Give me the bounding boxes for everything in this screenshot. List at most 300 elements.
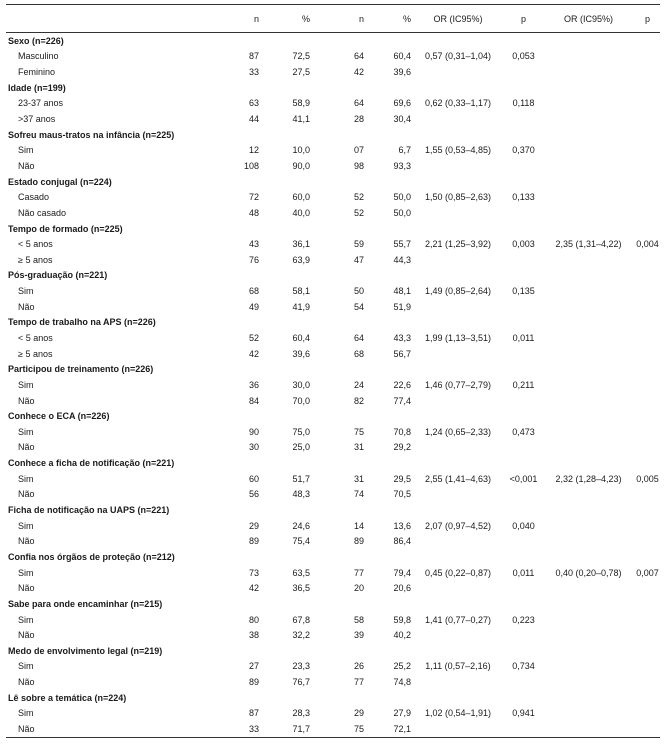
- header-n-group1: n: [253, 13, 259, 24]
- cell-or-crude: [411, 252, 505, 268]
- cell-p-crude: [505, 487, 542, 503]
- cell-n-group1: 52: [248, 332, 259, 343]
- cell-n-group1: 63: [248, 98, 259, 109]
- group-label: Lê sobre a temática (n=224): [8, 692, 127, 703]
- table-row: [6, 518, 660, 534]
- row-label: Não: [18, 724, 35, 734]
- cell-p-adjusted: [635, 706, 660, 722]
- cell-n-group1: 89: [248, 677, 259, 688]
- group-row: [6, 455, 660, 471]
- group-label: Tempo de trabalho na APS (n=226): [8, 317, 156, 328]
- header-pct-group2: %: [402, 13, 411, 24]
- cell-n-group2: 24: [353, 379, 364, 390]
- results-table-container: [6, 4, 660, 738]
- cell-p-crude: <0,001: [509, 473, 538, 484]
- row-label: Sim: [18, 708, 34, 719]
- cell-or-crude: [411, 674, 505, 690]
- table-header: [6, 5, 660, 33]
- cell-pct-group2: 29,2: [393, 442, 411, 453]
- cell-pct-group1: 41,9: [292, 301, 310, 312]
- group-label: Sexo (n=226): [8, 35, 64, 46]
- cell-pct-group1: 76,7: [292, 677, 310, 688]
- cell-pct-group2: 56,7: [393, 348, 411, 359]
- cell-or-crude: [411, 346, 505, 362]
- group-row: [6, 33, 660, 49]
- cell-or-adjusted: [542, 330, 635, 346]
- cell-p-adjusted: [635, 158, 660, 174]
- cell-p-crude: 0,040: [512, 520, 535, 531]
- cell-p-crude: 0,011: [512, 332, 535, 343]
- cell-p-adjusted: [635, 393, 660, 409]
- cell-n-group1: 12: [248, 145, 259, 156]
- table-row: [6, 393, 660, 409]
- table-row: [6, 236, 660, 252]
- cell-p-adjusted: [635, 346, 660, 362]
- group-label: Estado conjugal (n=224): [8, 176, 112, 187]
- cell-or-crude: 1,41 (0,77–0,27): [424, 614, 492, 625]
- group-row: [6, 408, 660, 424]
- cell-pct-group2: 93,3: [393, 160, 411, 171]
- cell-p-adjusted: [635, 487, 660, 503]
- table-row: [6, 627, 660, 643]
- cell-pct-group2: 13,6: [393, 520, 411, 531]
- cell-pct-group2: 77,4: [393, 395, 411, 406]
- table-row: [6, 565, 660, 581]
- cell-or-crude: 1,49 (0,85–2,64): [424, 286, 492, 297]
- cell-or-adjusted: [542, 346, 635, 362]
- cell-pct-group2: 48,1: [393, 286, 411, 297]
- cell-n-group1: 42: [248, 348, 259, 359]
- cell-pct-group2: 69,6: [393, 98, 411, 109]
- cell-or-crude: [411, 534, 505, 550]
- table-row: [6, 659, 660, 675]
- table-row: [6, 580, 660, 596]
- cell-n-group2: 64: [353, 98, 364, 109]
- group-row: [6, 502, 660, 518]
- cell-or-adjusted: [542, 518, 635, 534]
- cell-n-group2: 26: [353, 661, 364, 672]
- cell-pct-group2: 29,5: [393, 473, 411, 484]
- cell-or-adjusted: [542, 96, 635, 112]
- cell-p-crude: 0,053: [512, 51, 535, 62]
- cell-pct-group1: 24,6: [292, 520, 310, 531]
- row-label: Não casado: [18, 207, 67, 218]
- cell-pct-group2: 39,6: [393, 67, 411, 78]
- cell-n-group1: 87: [248, 708, 259, 719]
- cell-pct-group2: 70,8: [393, 426, 411, 437]
- cell-or-adjusted: [542, 440, 635, 456]
- cell-n-group2: 14: [353, 520, 364, 531]
- row-label: < 5 anos: [18, 332, 53, 343]
- cell-or-adjusted: [542, 205, 635, 221]
- cell-pct-group2: 55,7: [393, 239, 411, 250]
- cell-pct-group1: 71,7: [292, 724, 310, 734]
- group-row: [6, 127, 660, 143]
- cell-p-adjusted: [635, 330, 660, 346]
- table-row: [6, 612, 660, 628]
- table-row: [6, 330, 660, 346]
- cell-or-adjusted: [542, 627, 635, 643]
- cell-n-group2: 58: [353, 614, 364, 625]
- cell-pct-group2: 43,3: [393, 332, 411, 343]
- cell-p-adjusted: [635, 299, 660, 315]
- row-label: Sim: [18, 473, 34, 484]
- cell-p-adjusted: [635, 189, 660, 205]
- cell-or-crude: [411, 205, 505, 221]
- cell-p-adjusted: [635, 283, 660, 299]
- cell-or-crude: 1,99 (1,13–3,51): [424, 332, 492, 343]
- row-label: Não: [18, 301, 35, 312]
- cell-pct-group1: 58,9: [292, 98, 310, 109]
- header-p-crude: p: [520, 13, 526, 24]
- table-row: [6, 283, 660, 299]
- cell-p-adjusted: [635, 518, 660, 534]
- table-row: [6, 377, 660, 393]
- cell-n-group2: 59: [353, 239, 364, 250]
- cell-p-crude: 0,734: [512, 661, 535, 672]
- cell-or-adjusted: [542, 534, 635, 550]
- group-row: [6, 361, 660, 377]
- cell-pct-group1: 58,1: [292, 286, 310, 297]
- cell-pct-group1: 72,5: [292, 51, 310, 62]
- cell-pct-group1: 51,7: [292, 473, 310, 484]
- cell-n-group2: 47: [353, 254, 364, 265]
- cell-p-crude: 0,133: [512, 192, 535, 203]
- cell-pct-group1: 39,6: [292, 348, 310, 359]
- cell-p-adjusted: [635, 424, 660, 440]
- cell-p-crude: [505, 299, 542, 315]
- cell-n-group2: 89: [353, 536, 364, 547]
- cell-or-adjusted: [542, 487, 635, 503]
- cell-pct-group1: 27,5: [292, 67, 310, 78]
- cell-pct-group2: 6,7: [398, 145, 411, 156]
- group-row: [6, 221, 660, 237]
- cell-or-crude: 0,45 (0,22–0,87): [424, 567, 492, 578]
- cell-or-adjusted: [542, 142, 635, 158]
- group-row: [6, 268, 660, 284]
- cell-or-adjusted: [542, 299, 635, 315]
- row-label: ≥ 5 anos: [18, 348, 53, 359]
- cell-n-group1: 27: [248, 661, 259, 672]
- cell-p-crude: [505, 346, 542, 362]
- group-label: Confia nos órgãos de proteção (n=212): [8, 551, 175, 562]
- cell-n-group2: 64: [353, 332, 364, 343]
- cell-n-group2: 31: [353, 442, 364, 453]
- cell-n-group2: 42: [353, 67, 364, 78]
- cell-n-group1: 33: [248, 67, 259, 78]
- cell-p-adjusted: [635, 659, 660, 675]
- cell-n-group2: 28: [353, 114, 364, 125]
- cell-n-group1: 44: [248, 114, 259, 125]
- cell-or-adjusted: [542, 158, 635, 174]
- cell-p-crude: [505, 252, 542, 268]
- header-or-crude: OR (IC95%): [433, 13, 483, 24]
- cell-n-group2: 77: [353, 567, 364, 578]
- cell-pct-group2: 44,3: [393, 254, 411, 265]
- table-row: [6, 299, 660, 315]
- cell-n-group2: 64: [353, 51, 364, 62]
- cell-or-adjusted: [542, 612, 635, 628]
- row-label: Não: [18, 630, 35, 641]
- table-row: [6, 252, 660, 268]
- row-label: ≥ 5 anos: [18, 254, 53, 265]
- cell-pct-group2: 22,6: [393, 379, 411, 390]
- row-label: Sim: [18, 286, 34, 297]
- table-row: [6, 487, 660, 503]
- cell-or-crude: 1,46 (0,77–2,79): [424, 379, 492, 390]
- row-label: Não: [18, 583, 35, 594]
- cell-pct-group2: 30,4: [393, 114, 411, 125]
- cell-n-group2: 52: [353, 207, 364, 218]
- row-label: < 5 anos: [18, 239, 53, 250]
- cell-pct-group2: 86,4: [393, 536, 411, 547]
- cell-n-group2: 07: [353, 145, 364, 156]
- cell-p-crude: 0,003: [512, 239, 535, 250]
- table-row: [6, 721, 660, 737]
- cell-pct-group2: 79,4: [393, 567, 411, 578]
- group-row: [6, 174, 660, 190]
- row-label: Casado: [18, 192, 50, 203]
- cell-or-crude: [411, 299, 505, 315]
- cell-or-adjusted: [542, 393, 635, 409]
- cell-n-group2: 31: [353, 473, 364, 484]
- table-row: [6, 142, 660, 158]
- cell-pct-group1: 23,3: [292, 661, 310, 672]
- cell-p-adjusted: [635, 252, 660, 268]
- cell-n-group1: 42: [248, 583, 259, 594]
- cell-or-crude: 1,55 (0,53–4,85): [424, 145, 492, 156]
- cell-n-group1: 36: [248, 379, 259, 390]
- row-label: Sim: [18, 567, 34, 578]
- cell-pct-group1: 60,0: [292, 192, 310, 203]
- cell-p-crude: [505, 205, 542, 221]
- cell-n-group1: 68: [248, 286, 259, 297]
- group-label: Participou de treinamento (n=226): [8, 364, 154, 375]
- row-label: Não: [18, 536, 35, 547]
- cell-or-crude: [411, 721, 505, 737]
- table-row: [6, 96, 660, 112]
- cell-n-group1: 43: [248, 239, 259, 250]
- cell-n-group1: 33: [248, 724, 259, 734]
- cell-p-adjusted: [635, 674, 660, 690]
- table-row: [6, 471, 660, 487]
- table-row: [6, 189, 660, 205]
- cell-p-crude: [505, 111, 542, 127]
- group-label: Tempo de formado (n=225): [8, 223, 123, 234]
- cell-pct-group1: 32,2: [292, 630, 310, 641]
- cell-or-adjusted: [542, 659, 635, 675]
- row-label: Não: [18, 160, 35, 171]
- cell-p-crude: 0,473: [512, 426, 535, 437]
- cell-p-crude: [505, 674, 542, 690]
- cell-or-crude: 1,11 (0,57–2,16): [425, 661, 491, 672]
- cell-pct-group1: 25,0: [292, 442, 310, 453]
- table-row: [6, 346, 660, 362]
- group-label: Conhece o ECA (n=226): [8, 411, 110, 422]
- cell-n-group1: 38: [248, 630, 259, 641]
- cell-or-adjusted: [542, 111, 635, 127]
- group-row: [6, 549, 660, 565]
- cell-p-crude: [505, 721, 542, 737]
- cell-or-adjusted: [542, 377, 635, 393]
- group-label: Medo de envolvimento legal (n=219): [8, 645, 163, 656]
- row-label: Sim: [18, 520, 34, 531]
- group-label: Sabe para onde encaminhar (n=215): [8, 598, 163, 609]
- cell-pct-group1: 70,0: [292, 395, 310, 406]
- cell-p-adjusted: [635, 96, 660, 112]
- row-label: 23-37 anos: [18, 98, 64, 109]
- group-row: [6, 643, 660, 659]
- cell-pct-group2: 20,6: [393, 583, 411, 594]
- cell-or-crude: 2,07 (0,97–4,52): [424, 520, 492, 531]
- group-label: Pós-graduação (n=221): [8, 270, 108, 281]
- cell-n-group1: 49: [248, 301, 259, 312]
- cell-p-adjusted: 0,005: [636, 473, 659, 484]
- cell-pct-group1: 30,0: [292, 379, 310, 390]
- cell-n-group1: 76: [248, 254, 259, 265]
- cell-n-group2: 68: [353, 348, 364, 359]
- cell-p-adjusted: [635, 627, 660, 643]
- cell-or-adjusted: [542, 252, 635, 268]
- cell-n-group1: 87: [248, 51, 259, 62]
- cell-or-adjusted: [542, 283, 635, 299]
- cell-n-group2: 50: [353, 286, 364, 297]
- cell-or-crude: 0,57 (0,31–1,04): [424, 51, 492, 62]
- cell-n-group1: 90: [248, 426, 259, 437]
- cell-p-crude: [505, 64, 542, 80]
- row-label: Masculino: [18, 51, 59, 62]
- group-row: [6, 690, 660, 706]
- cell-p-crude: [505, 393, 542, 409]
- cell-pct-group2: 74,8: [393, 677, 411, 688]
- cell-pct-group1: 10,0: [292, 145, 310, 156]
- cell-or-crude: 1,02 (0,54–1,91): [424, 708, 492, 719]
- table-row: [6, 158, 660, 174]
- cell-or-adjusted: [542, 424, 635, 440]
- cell-n-group1: 30: [248, 442, 259, 453]
- cell-or-adjusted: 2,35 (1,31–4,22): [555, 239, 622, 250]
- table-row: [6, 534, 660, 550]
- cell-pct-group2: 27,9: [393, 708, 411, 719]
- row-label: Sim: [18, 426, 34, 437]
- table-row: [6, 440, 660, 456]
- cell-pct-group1: 28,3: [292, 708, 310, 719]
- cell-or-crude: [411, 111, 505, 127]
- cell-n-group1: 108: [243, 160, 259, 171]
- header-p-adjusted: p: [644, 13, 650, 24]
- cell-n-group1: 72: [248, 192, 259, 203]
- cell-p-adjusted: [635, 142, 660, 158]
- group-row: [6, 315, 660, 331]
- cell-n-group2: 77: [353, 677, 364, 688]
- cell-or-adjusted: [542, 721, 635, 737]
- row-label: Sim: [18, 145, 34, 156]
- cell-p-adjusted: [635, 580, 660, 596]
- table-row: [6, 706, 660, 722]
- row-label: Feminino: [18, 67, 56, 78]
- cell-n-group1: 80: [248, 614, 259, 625]
- cell-n-group1: 60: [248, 473, 259, 484]
- cell-p-adjusted: 0,007: [636, 567, 659, 578]
- cell-n-group1: 84: [248, 395, 259, 406]
- cell-p-adjusted: [635, 49, 660, 65]
- cell-p-adjusted: [635, 205, 660, 221]
- cell-pct-group2: 60,4: [393, 51, 411, 62]
- cell-pct-group2: 25,2: [393, 661, 411, 672]
- cell-pct-group2: 51,9: [393, 301, 411, 312]
- table-body: [6, 33, 660, 738]
- cell-p-crude: 0,223: [512, 614, 535, 625]
- cell-pct-group2: 50,0: [393, 207, 411, 218]
- group-label: Sofreu maus-tratos na infância (n=225): [8, 129, 175, 140]
- cell-or-crude: 2,55 (1,41–4,63): [424, 473, 492, 484]
- cell-pct-group2: 50,0: [393, 192, 411, 203]
- cell-pct-group1: 36,5: [292, 583, 310, 594]
- cell-pct-group1: 67,8: [292, 614, 310, 625]
- row-label: Não: [18, 442, 35, 453]
- cell-p-crude: [505, 440, 542, 456]
- cell-p-adjusted: [635, 612, 660, 628]
- row-label: Sim: [18, 614, 34, 625]
- results-table: [6, 5, 660, 738]
- cell-n-group1: 73: [248, 567, 259, 578]
- header-variable: [6, 5, 221, 33]
- cell-pct-group1: 90,0: [292, 160, 310, 171]
- cell-or-crude: 1,50 (0,85–2,63): [424, 192, 492, 203]
- cell-pct-group1: 48,3: [292, 489, 310, 500]
- cell-or-adjusted: [542, 64, 635, 80]
- cell-pct-group1: 60,4: [292, 332, 310, 343]
- cell-p-crude: 0,941: [512, 708, 535, 719]
- cell-n-group2: 75: [353, 426, 364, 437]
- cell-p-crude: [505, 158, 542, 174]
- cell-p-crude: 0,118: [512, 98, 535, 109]
- cell-p-crude: [505, 580, 542, 596]
- cell-pct-group1: 40,0: [292, 207, 310, 218]
- header-n-group2: n: [358, 13, 364, 24]
- cell-or-crude: 1,24 (0,65–2,33): [424, 426, 492, 437]
- cell-n-group2: 54: [353, 301, 364, 312]
- cell-pct-group1: 75,4: [292, 536, 310, 547]
- table-row: [6, 424, 660, 440]
- cell-pct-group1: 36,1: [292, 239, 310, 250]
- row-label: Não: [18, 395, 35, 406]
- table-row: [6, 205, 660, 221]
- group-row: [6, 80, 660, 96]
- cell-p-crude: 0,011: [512, 567, 535, 578]
- cell-p-crude: [505, 534, 542, 550]
- cell-or-crude: [411, 64, 505, 80]
- cell-or-adjusted: [542, 189, 635, 205]
- cell-or-adjusted: [542, 706, 635, 722]
- cell-pct-group1: 41,1: [292, 114, 310, 125]
- row-label: Não: [18, 677, 35, 688]
- cell-or-adjusted: [542, 674, 635, 690]
- cell-pct-group2: 40,2: [393, 630, 411, 641]
- header-pct-group1: %: [301, 13, 310, 24]
- cell-n-group2: 29: [353, 708, 364, 719]
- cell-pct-group2: 70,5: [393, 489, 411, 500]
- row-label: Sim: [18, 661, 34, 672]
- table-row: [6, 111, 660, 127]
- cell-n-group2: 82: [353, 395, 364, 406]
- cell-pct-group1: 63,9: [292, 254, 310, 265]
- cell-or-crude: [411, 487, 505, 503]
- cell-pct-group1: 63,5: [292, 567, 310, 578]
- group-label: Conhece a ficha de notificação (n=221): [8, 458, 175, 469]
- table-row: [6, 49, 660, 65]
- cell-or-crude: [411, 580, 505, 596]
